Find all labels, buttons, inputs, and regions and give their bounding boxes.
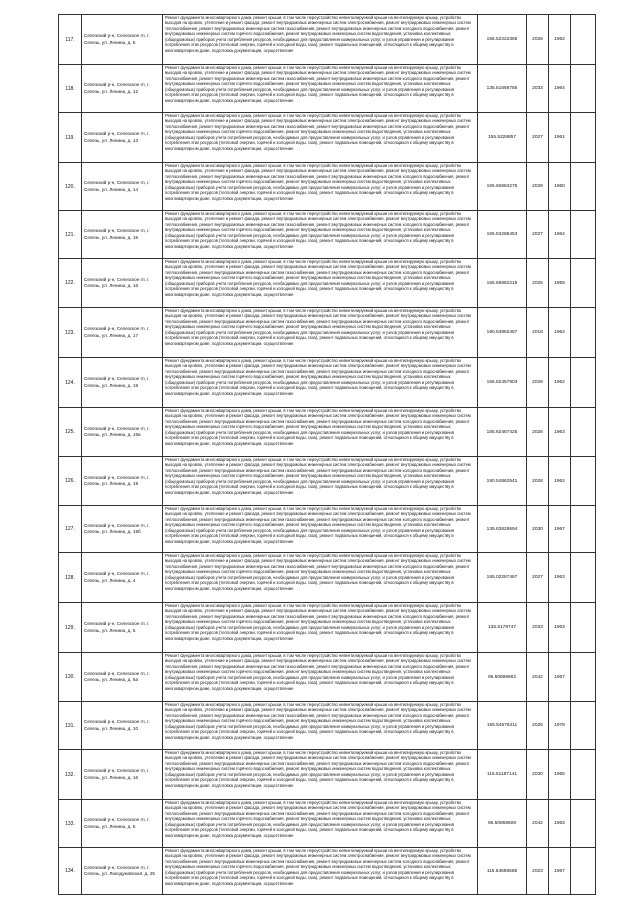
row-build-year: 1965 — [549, 750, 571, 800]
row-build-year: 1962 — [549, 308, 571, 358]
row-work-description: Ремонт фундамента многоквартирного дома, ремонт крыши, в том числе переустройство невентилируемой крыши на вентилируемую крышу, устройство выходов на кровлю, утепление и ремонт фасада, ремонт внутридомовых инженерных систем электроснабжения, ремонт внутридомовых инженерных систем теплоснабжения, ремонт внутридомовых инженерных систем газоснабжения, ремонт внутридомовых инженерных систем холодного водоснабжения, ремонт внутридомовых инженерных систем горячего водоснабжения, ремонт внутридомовых инженерных систем водоотведения, установка коллективных (общедомовых) приборов учета потребления ресурсов, необходимых для предоставления коммунальных услуг, и узлов управления и регулирования потребления этих ресурсов (тепловой энергии, горячей и холодной воды, газа), ремонт подвальных помещений, относящихся к общему имуществу в многоквартирном доме, подготовка документации, осуществление — [163, 163, 478, 211]
row-empty-cell — [571, 308, 596, 358]
row-cost: 190.54862541 — [478, 457, 527, 506]
row-planned-year: 2042 — [527, 653, 549, 702]
row-work-description: Ремонт фундамента многоквартирного дома, ремонт крыши, в том числе переустройство невентилируемой крыши на вентилируемую крышу, устройство выходов на кровлю, утепление и ремонт фасада, ремонт внутридомовых инженерных систем электроснабжения, ремонт внутридомовых инженерных систем теплоснабжения, ремонт внутридомовых инженерных систем газоснабжения, ремонт внутридомовых инженерных систем холодного водоснабжения, ремонт внутридомовых инженерных систем горячего водоснабжения, ремонт внутридомовых инженерных систем водоотведения, установка коллективных (общедомовых) приборов учета потребления ресурсов, необходимых для предоставления коммунальных услуг, и узлов управления и регулирования потребления этих ресурсов (тепловой энергии, горячей и холодной воды, газа), ремонт подвальных помещений, относящихся к общему имуществу в многоквартирном доме, подготовка документации, осуществление — [163, 603, 478, 653]
row-number: 130. — [59, 653, 82, 702]
row-number: 118. — [59, 65, 82, 113]
row-build-year: 1978 — [549, 702, 571, 750]
row-cost: 156.52222356 — [478, 15, 527, 65]
row-work-description: Ремонт фундамента многоквартирного дома, ремонт крыши, в том числе переустройство невентилируемой крыши на вентилируемую крышу, устройство выходов на кровлю, утепление и ремонт фасада, ремонт внутридомовых инженерных систем электроснабжения, ремонт внутридомовых инженерных систем теплоснабжения, ремонт внутридомовых инженерных систем газоснабжения, ремонт внутридомовых инженерных систем холодного водоснабжения, ремонт внутридомовых инженерных систем горячего водоснабжения, ремонт внутридомовых инженерных систем водоотведения, установка коллективных (общедомовых) приборов учета потребления ресурсов, необходимых для предоставления коммунальных услуг, и узлов управления и регулирования потребления этих ресурсов (тепловой энергии, горячей и холодной воды, газа), ремонт подвальных помещений, относящихся к общему имуществу в многоквартирном доме, подготовка документации, осуществление — [163, 653, 478, 702]
row-address: Селезский р-н, Селезское гп, г. Селезь, ул. Ленина, д. 5 — [82, 800, 163, 848]
table-row — [59, 113, 596, 163]
row-address: Селезский р-н, Селезское гп, г. Селезь, ул. Ленина, д. 18 — [82, 358, 163, 408]
row-planned-year: 2030 — [527, 506, 549, 553]
row-number: 122. — [59, 259, 82, 308]
row-build-year: 1962 — [549, 358, 571, 408]
table-row — [59, 358, 596, 408]
row-address: Селезский р-н, Селезское гп, г. Селезь, ул. Ленина, д. 19 — [82, 457, 163, 506]
row-build-year: 1957 — [549, 653, 571, 702]
row-build-year: 1959 — [549, 259, 571, 308]
row-work-description: Ремонт фундамента многоквартирного дома, ремонт крыши, в том числе переустройство невентилируемой крыши на вентилируемую крышу, устройство выходов на кровлю, утепление и ремонт фасада, ремонт внутридомовых инженерных систем электроснабжения, ремонт внутридомовых инженерных систем теплоснабжения, ремонт внутридомовых инженерных систем газоснабжения, ремонт внутридомовых инженерных систем холодного водоснабжения, ремонт внутридомовых инженерных систем горячего водоснабжения, ремонт внутридомовых инженерных систем водоотведения, установка коллективных (общедомовых) приборов учета потребления ресурсов, необходимых для предоставления коммунальных услуг, и узлов управления и регулирования потребления этих ресурсов (тепловой энергии, горячей и холодной воды, газа), ремонт подвальных помещений, относящихся к общему имуществу в многоквартирном доме, подготовка документации, осуществление — [163, 457, 478, 506]
row-address: Селезский р-н, Селезское гп, г. Селезь, ул. Ленина, д. 18а — [82, 408, 163, 457]
row-cost: 95.50898662 — [478, 653, 527, 702]
row-number: 132. — [59, 750, 82, 800]
row-build-year: 1964 — [549, 65, 571, 113]
row-address: Селезский р-н, Селезское гп, г. Селезь, ул. Ленина, д. 14 — [82, 163, 163, 211]
row-empty-cell — [571, 603, 596, 653]
row-empty-cell — [571, 457, 596, 506]
row-cost: 135.5178747 — [478, 603, 527, 653]
row-number: 129. — [59, 603, 82, 653]
table-row — [59, 308, 596, 358]
row-planned-year: 2028 — [527, 358, 549, 408]
row-work-description: Ремонт фундамента многоквартирного дома, ремонт крыши, в том числе переустройство невентилируемой крыши на вентилируемую крышу, устройство выходов на кровлю, утепление и ремонт фасада, ремонт внутридомовых инженерных систем электроснабжения, ремонт внутридомовых инженерных систем теплоснабжения, ремонт внутридомовых инженерных систем газоснабжения, ремонт внутридомовых инженерных систем холодного водоснабжения, ремонт внутридомовых инженерных систем горячего водоснабжения, ремонт внутридомовых инженерных систем водоотведения, установка коллективных (общедомовых) приборов учета потребления ресурсов, необходимых для предоставления коммунальных услуг, и узлов управления и регулирования потребления этих ресурсов (тепловой энергии, горячей и холодной воды, газа), ремонт подвальных помещений, относящихся к общему имуществу в многоквартирном доме, подготовка документации, осуществление — [163, 408, 478, 457]
row-empty-cell — [571, 65, 596, 113]
row-address: Селезский р-н, Селезское гп, г. Селезь, ул. Ленина, д. 6а — [82, 653, 163, 702]
register-table — [58, 14, 596, 895]
row-empty-cell — [571, 653, 596, 702]
row-number: 117. — [59, 15, 82, 65]
table-row — [59, 702, 596, 750]
row-planned-year: 2028 — [527, 457, 549, 506]
row-number: 120. — [59, 163, 82, 211]
row-empty-cell — [571, 506, 596, 553]
row-build-year: 1967 — [549, 506, 571, 553]
row-planned-year: 2042 — [527, 800, 549, 848]
register-table-wrapper — [58, 14, 581, 895]
table-row — [59, 653, 596, 702]
row-planned-year: 2027 — [527, 113, 549, 163]
row-cost: 95.50858608 — [478, 800, 527, 848]
row-build-year: 1962 — [549, 15, 571, 65]
row-work-description: Ремонт фундамента многоквартирного дома, ремонт крыши, в том числе переустройство невентилируемой крыши на вентилируемую крышу, устройство выходов на кровлю, утепление и ремонт фасада, ремонт внутридомовых инженерных систем электроснабжения, ремонт внутридомовых инженерных систем теплоснабжения, ремонт внутридомовых инженерных систем газоснабжения, ремонт внутридомовых инженерных систем холодного водоснабжения, ремонт внутридомовых инженерных систем горячего водоснабжения, ремонт внутридомовых инженерных систем водоотведения, установка коллективных (общедомовых) приборов учета потребления ресурсов, необходимых для предоставления коммунальных услуг, и узлов управления и регулирования потребления этих ресурсов (тепловой энергии, горячей и холодной воды, газа), ремонт подвальных помещений, относящихся к общему имуществу в многоквартирном доме, подготовка документации, осуществление — [163, 848, 478, 895]
row-cost: 135.51666756 — [478, 65, 527, 113]
row-cost: 156.52457903 — [478, 358, 527, 408]
table-row — [59, 506, 596, 553]
row-build-year: 1963 — [549, 553, 571, 603]
row-number: 133. — [59, 800, 82, 848]
row-empty-cell — [571, 259, 596, 308]
row-number: 127. — [59, 506, 82, 553]
row-address: Селезский р-н, Селезское гп, г. Селезь, ул. Ленина, д. 16 — [82, 750, 163, 800]
row-planned-year: 2033 — [527, 603, 549, 653]
row-address: Селезский р-н, Селезское гп, г. Селезь, ул. Ленина, д. 13 — [82, 113, 163, 163]
table-row — [59, 457, 596, 506]
table-row — [59, 408, 596, 457]
row-build-year: 1967 — [549, 848, 571, 895]
row-address: Селезский р-н, Селезское гп, г. Селезь, ул. Ленина, д. 12 — [82, 65, 163, 113]
row-cost: 155.62487425 — [478, 408, 527, 457]
row-number: 134. — [59, 848, 82, 895]
row-work-description: Ремонт фундамента многоквартирного дома, ремонт крыши, в том числе переустройство невентилируемой крыши на вентилируемую крышу, устройство выходов на кровлю, утепление и ремонт фасада, ремонт внутридомовых инженерных систем электроснабжения, ремонт внутридомовых инженерных систем теплоснабжения, ремонт внутридомовых инженерных систем газоснабжения, ремонт внутридомовых инженерных систем холодного водоснабжения, ремонт внутридомовых инженерных систем горячего водоснабжения, ремонт внутридомовых инженерных систем водоотведения, установка коллективных (общедомовых) приборов учета потребления ресурсов, необходимых для предоставления коммунальных услуг, и узлов управления и регулирования потребления этих ресурсов (тепловой энергии, горячей и холодной воды, газа), ремонт подвальных помещений, относящихся к общему имуществу в многоквартирном доме, подготовка документации, осуществление — [163, 211, 478, 259]
row-address: Селезский р-н, Селезское гп, г. Селезь, ул. Ленина, д. 5 — [82, 603, 163, 653]
row-planned-year: 2023 — [527, 848, 549, 895]
table-row — [59, 163, 596, 211]
row-planned-year: 2027 — [527, 553, 549, 603]
row-build-year: 1960 — [549, 163, 571, 211]
row-cost: 155.54576411 — [478, 702, 527, 750]
row-work-description: Ремонт фундамента многоквартирного дома, ремонт крыши, в том числе переустройство невентилируемой крыши на вентилируемую крышу, устройство выходов на кровлю, утепление и ремонт фасада, ремонт внутридомовых инженерных систем электроснабжения, ремонт внутридомовых инженерных систем теплоснабжения, ремонт внутридомовых инженерных систем газоснабжения, ремонт внутридомовых инженерных систем холодного водоснабжения, ремонт внутридомовых инженерных систем горячего водоснабжения, ремонт внутридомовых инженерных систем водоотведения, установка коллективных (общедомовых) приборов учета потребления ресурсов, необходимых для предоставления коммунальных услуг, и узлов управления и регулирования потребления этих ресурсов (тепловой энергии, горячей и холодной воды, газа), ремонт подвальных помещений, относящихся к общему имуществу в многоквартирном доме, подготовка документации, осуществление — [163, 800, 478, 848]
row-planned-year: 2025 — [527, 259, 549, 308]
row-cost: 155.02287467 — [478, 553, 527, 603]
row-address: Селезский р-н, Селезское гп, г. Селезь, ул. Ленина, д. 10 — [82, 702, 163, 750]
row-empty-cell — [571, 113, 596, 163]
row-number: 124. — [59, 358, 82, 408]
row-work-description: Ремонт фундамента многоквартирного дома, ремонт крыши, в том числе переустройство невентилируемой крыши на вентилируемую крышу, устройство выходов на кровлю, утепление и ремонт фасада, ремонт внутридомовых инженерных систем электроснабжения, ремонт внутридомовых инженерных систем теплоснабжения, ремонт внутридомовых инженерных систем газоснабжения, ремонт внутридомовых инженерных систем холодного водоснабжения, ремонт внутридомовых инженерных систем горячего водоснабжения, ремонт внутридомовых инженерных систем водоотведения, установка коллективных (общедомовых) приборов учета потребления ресурсов, необходимых для предоставления коммунальных услуг, и узлов управления и регулирования потребления этих ресурсов (тепловой энергии, горячей и холодной воды, газа), ремонт подвальных помещений, относящихся к общему имуществу в многоквартирном доме, подготовка документации, осуществление — [163, 750, 478, 800]
row-cost: 190.54862457 — [478, 308, 527, 358]
row-planned-year: 2028 — [527, 15, 549, 65]
row-work-description: Ремонт фундамента многоквартирного дома, ремонт крыши, в том числе переустройство невентилируемой крыши на вентилируемую крышу, устройство выходов на кровлю, утепление и ремонт фасада, ремонт внутридомовых инженерных систем электроснабжения, ремонт внутридомовых инженерных систем теплоснабжения, ремонт внутридомовых инженерных систем газоснабжения, ремонт внутридомовых инженерных систем холодного водоснабжения, ремонт внутридомовых инженерных систем горячего водоснабжения, ремонт внутридомовых инженерных систем водоотведения, установка коллективных (общедомовых) приборов учета потребления ресурсов, необходимых для предоставления коммунальных услуг, и узлов управления и регулирования потребления этих ресурсов (тепловой энергии, горячей и холодной воды, газа), ремонт подвальных помещений, относящихся к общему имуществу в многоквартирном доме, подготовка документации, осуществление — [163, 702, 478, 750]
table-row — [59, 65, 596, 113]
row-work-description: Ремонт фундамента многоквартирного дома, ремонт крыши, в том числе переустройство невентилируемой крыши на вентилируемую крышу, устройство выходов на кровлю, утепление и ремонт фасада, ремонт внутридомовых инженерных систем электроснабжения, ремонт внутридомовых инженерных систем теплоснабжения, ремонт внутридомовых инженерных систем газоснабжения, ремонт внутридомовых инженерных систем холодного водоснабжения, ремонт внутридомовых инженерных систем горячего водоснабжения, ремонт внутридомовых инженерных систем водоотведения, установка коллективных (общедомовых) приборов учета потребления ресурсов, необходимых для предоставления коммунальных услуг, и узлов управления и регулирования потребления этих ресурсов (тепловой энергии, горячей и холодной воды, газа), ремонт подвальных помещений, относящихся к общему имуществу в многоквартирном доме, подготовка документации, осуществление — [163, 553, 478, 603]
row-planned-year: 2018 — [527, 308, 549, 358]
row-address: Селезский р-н, Селезское гп, г. Селезь, ул. Ленина, д. 17 — [82, 308, 163, 358]
table-row — [59, 603, 596, 653]
row-empty-cell — [571, 211, 596, 259]
row-build-year: 1961 — [549, 113, 571, 163]
row-address: Селезский р-н, Селезское гп, г. Селезь, ул. Ленина, д. 16 — [82, 259, 163, 308]
row-build-year: 1964 — [549, 211, 571, 259]
row-empty-cell — [571, 702, 596, 750]
row-cost: 155.5328857 — [478, 113, 527, 163]
row-work-description: Ремонт фундамента многоквартирного дома, ремонт крыши, в том числе переустройство невентилируемой крыши на вентилируемую крышу, устройство выходов на кровлю, утепление и ремонт фасада, ремонт внутридомовых инженерных систем электроснабжения, ремонт внутридомовых инженерных систем теплоснабжения, ремонт внутридомовых инженерных систем газоснабжения, ремонт внутридомовых инженерных систем холодного водоснабжения, ремонт внутридомовых инженерных систем горячего водоснабжения, ремонт внутридомовых инженерных систем водоотведения, установка коллективных (общедомовых) приборов учета потребления ресурсов, необходимых для предоставления коммунальных услуг, и узлов управления и регулирования потребления этих ресурсов (тепловой энергии, горячей и холодной воды, газа), ремонт подвальных помещений, относящихся к общему имуществу в многоквартирном доме, подготовка документации, осуществление — [163, 65, 478, 113]
table-row — [59, 848, 596, 895]
row-number: 121. — [59, 211, 82, 259]
table-row — [59, 259, 596, 308]
table-row — [59, 15, 596, 65]
row-empty-cell — [571, 15, 596, 65]
row-empty-cell — [571, 800, 596, 848]
row-planned-year: 2027 — [527, 211, 549, 259]
row-empty-cell — [571, 848, 596, 895]
row-cost: 115.51187141 — [478, 750, 527, 800]
row-cost: 155.60684275 — [478, 163, 527, 211]
row-work-description: Ремонт фундамента многоквартирного дома, ремонт крыши, в том числе переустройство невентилируемой крыши на вентилируемую крышу, устройство выходов на кровлю, утепление и ремонт фасада, ремонт внутридомовых инженерных систем электроснабжения, ремонт внутридомовых инженерных систем теплоснабжения, ремонт внутридомовых инженерных систем газоснабжения, ремонт внутридомовых инженерных систем холодного водоснабжения, ремонт внутридомовых инженерных систем горячего водоснабжения, ремонт внутридомовых инженерных систем водоотведения, установка коллективных (общедомовых) приборов учета потребления ресурсов, необходимых для предоставления коммунальных услуг, и узлов управления и регулирования потребления этих ресурсов (тепловой энергии, горячей и холодной воды, газа), ремонт подвальных помещений, относящихся к общему имуществу в многоквартирном доме, подготовка документации, осуществление — [163, 15, 478, 65]
row-address: Селезский р-н, Селезское гп, г. Селезь, ул. Ленина, д. 5 — [82, 15, 163, 65]
row-number: 128. — [59, 553, 82, 603]
row-cost: 115.54666588 — [478, 848, 527, 895]
register-table-body — [59, 15, 596, 895]
row-address: Селезский р-н, Селезское гп, г. Селезь, ул. Ленина, д. 19б — [82, 506, 163, 553]
row-number: 131. — [59, 702, 82, 750]
table-row — [59, 211, 596, 259]
row-cost: 155.55882215 — [478, 259, 527, 308]
table-row — [59, 800, 596, 848]
row-planned-year: 2028 — [527, 163, 549, 211]
row-build-year: 1963 — [549, 800, 571, 848]
row-empty-cell — [571, 408, 596, 457]
row-empty-cell — [571, 750, 596, 800]
row-work-description: Ремонт фундамента многоквартирного дома, ремонт крыши, в том числе переустройство невентилируемой крыши на вентилируемую крышу, устройство выходов на кровлю, утепление и ремонт фасада, ремонт внутридомовых инженерных систем электроснабжения, ремонт внутридомовых инженерных систем теплоснабжения, ремонт внутридомовых инженерных систем газоснабжения, ремонт внутридомовых инженерных систем холодного водоснабжения, ремонт внутридомовых инженерных систем горячего водоснабжения, ремонт внутридомовых инженерных систем водоотведения, установка коллективных (общедомовых) приборов учета потребления ресурсов, необходимых для предоставления коммунальных услуг, и узлов управления и регулирования потребления этих ресурсов (тепловой энергии, горячей и холодной воды, газа), ремонт подвальных помещений, относящихся к общему имуществу в многоквартирном доме, подготовка документации, осуществление — [163, 308, 478, 358]
row-empty-cell — [571, 553, 596, 603]
row-number: 126. — [59, 457, 82, 506]
row-work-description: Ремонт фундамента многоквартирного дома, ремонт крыши, в том числе переустройство невентилируемой крыши на вентилируемую крышу, устройство выходов на кровлю, утепление и ремонт фасада, ремонт внутридомовых инженерных систем электроснабжения, ремонт внутридомовых инженерных систем теплоснабжения, ремонт внутридомовых инженерных систем газоснабжения, ремонт внутридомовых инженерных систем холодного водоснабжения, ремонт внутридомовых инженерных систем горячего водоснабжения, ремонт внутридомовых инженерных систем водоотведения, установка коллективных (общедомовых) приборов учета потребления ресурсов, необходимых для предоставления коммунальных услуг, и узлов управления и регулирования потребления этих ресурсов (тепловой энергии, горячей и холодной воды, газа), ремонт подвальных помещений, относящихся к общему имуществу в многоквартирном доме, подготовка документации, осуществление — [163, 506, 478, 553]
row-build-year: 1962 — [549, 457, 571, 506]
row-number: 123. — [59, 308, 82, 358]
row-cost: 155.53286453 — [478, 211, 527, 259]
row-empty-cell — [571, 358, 596, 408]
row-planned-year: 2028 — [527, 408, 549, 457]
row-empty-cell — [571, 163, 596, 211]
row-work-description: Ремонт фундамента многоквартирного дома, ремонт крыши, в том числе переустройство невентилируемой крыши на вентилируемую крышу, устройство выходов на кровлю, утепление и ремонт фасада, ремонт внутридомовых инженерных систем электроснабжения, ремонт внутридомовых инженерных систем теплоснабжения, ремонт внутридомовых инженерных систем газоснабжения, ремонт внутридомовых инженерных систем холодного водоснабжения, ремонт внутридомовых инженерных систем горячего водоснабжения, ремонт внутридомовых инженерных систем водоотведения, установка коллективных (общедомовых) приборов учета потребления ресурсов, необходимых для предоставления коммунальных услуг, и узлов управления и регулирования потребления этих ресурсов (тепловой энергии, горячей и холодной воды, газа), ремонт подвальных помещений, относящихся к общему имуществу в многоквартирном доме, подготовка документации, осуществление — [163, 113, 478, 163]
table-row — [59, 750, 596, 800]
row-planned-year: 2026 — [527, 702, 549, 750]
row-number: 125. — [59, 408, 82, 457]
row-work-description: Ремонт фундамента многоквартирного дома, ремонт крыши, в том числе переустройство невентилируемой крыши на вентилируемую крышу, устройство выходов на кровлю, утепление и ремонт фасада, ремонт внутридомовых инженерных систем электроснабжения, ремонт внутридомовых инженерных систем теплоснабжения, ремонт внутридомовых инженерных систем газоснабжения, ремонт внутридомовых инженерных систем холодного водоснабжения, ремонт внутридомовых инженерных систем горячего водоснабжения, ремонт внутридомовых инженерных систем водоотведения, установка коллективных (общедомовых) приборов учета потребления ресурсов, необходимых для предоставления коммунальных услуг, и узлов управления и регулирования потребления этих ресурсов (тепловой энергии, горячей и холодной воды, газа), ремонт подвальных помещений, относящихся к общему имуществу в многоквартирном доме, подготовка документации, осуществление — [163, 358, 478, 408]
row-planned-year: 2030 — [527, 750, 549, 800]
row-address: Селезский р-н, Селезское гп, г. Селезь, ул. Ленина, д. 4 — [82, 553, 163, 603]
row-number: 119. — [59, 113, 82, 163]
row-address: Селезский р-н, Селезское гп, г. Селезь, ул. Ленина, д. 15 — [82, 211, 163, 259]
row-work-description: Ремонт фундамента многоквартирного дома, ремонт крыши, в том числе переустройство невентилируемой крыши на вентилируемую крышу, устройство выходов на кровлю, утепление и ремонт фасада, ремонт внутридомовых инженерных систем электроснабжения, ремонт внутридомовых инженерных систем теплоснабжения, ремонт внутридомовых инженерных систем газоснабжения, ремонт внутридомовых инженерных систем холодного водоснабжения, ремонт внутридомовых инженерных систем горячего водоснабжения, ремонт внутридомовых инженерных систем водоотведения, установка коллективных (общедомовых) приборов учета потребления ресурсов, необходимых для предоставления коммунальных услуг, и узлов управления и регулирования потребления этих ресурсов (тепловой энергии, горячей и холодной воды, газа), ремонт подвальных помещений, относящихся к общему имуществу в многоквартирном доме, подготовка документации, осуществление — [163, 259, 478, 308]
row-build-year: 1963 — [549, 408, 571, 457]
table-row — [59, 553, 596, 603]
row-cost: 135.63828694 — [478, 506, 527, 553]
row-build-year: 1963 — [549, 603, 571, 653]
row-planned-year: 2033 — [527, 65, 549, 113]
row-address: Селезский р-н, Селезское гп, г. Селезь, ул. Лиходумовская, д. 25 — [82, 848, 163, 895]
